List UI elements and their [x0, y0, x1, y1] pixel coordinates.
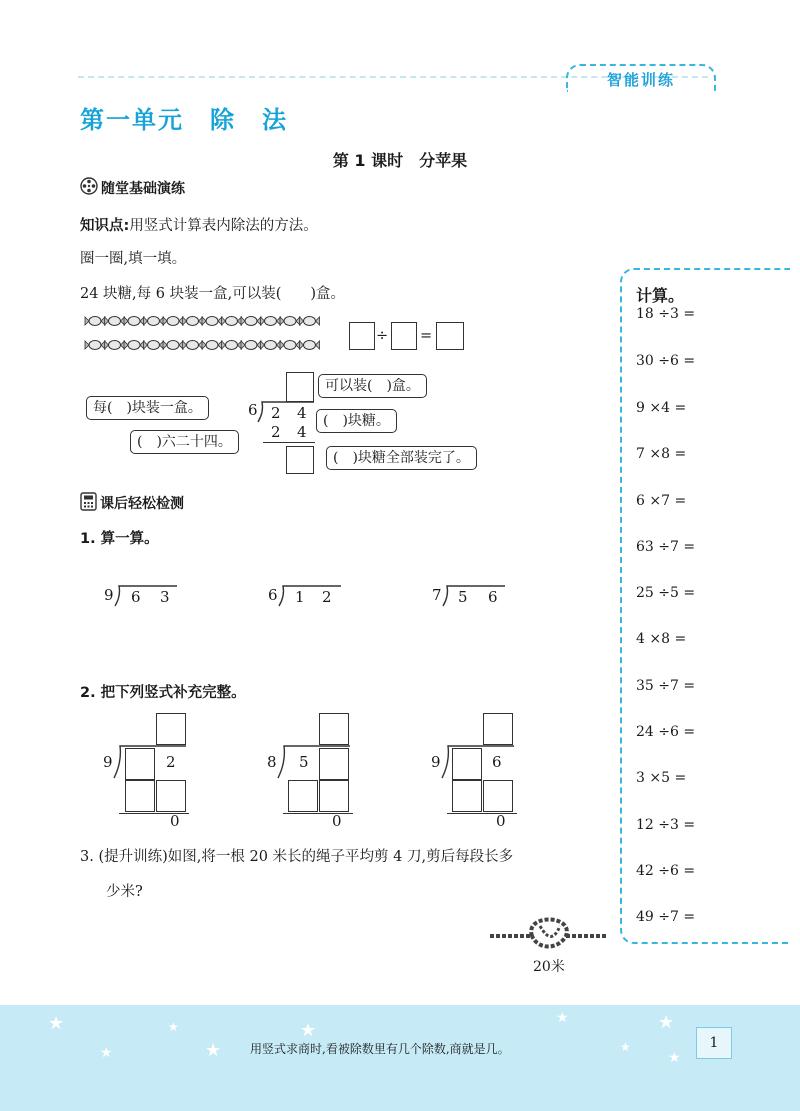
q1-dividend-1: 6	[131, 588, 141, 606]
q2-given-digit: 5	[299, 753, 309, 771]
page-number: 1	[696, 1027, 732, 1059]
q1-divisor: 9	[104, 586, 114, 604]
calc-item: 49 ÷7 =	[636, 909, 696, 925]
candy-problem: 24 块糖,每 6 块装一盒,可以装( )盒。	[80, 286, 346, 302]
q2-given-digit: 2	[166, 753, 176, 771]
instruction: 圈一圈,填一填。	[80, 251, 187, 267]
candy-icon	[222, 317, 242, 326]
practice-heading: 随堂基础演练	[101, 181, 185, 197]
star-icon: ★	[620, 1040, 631, 1054]
q2-product-box-2[interactable]	[483, 780, 513, 812]
q1-divisor: 6	[268, 586, 278, 604]
candy-illustration	[82, 312, 322, 360]
candy-icon	[183, 341, 203, 350]
knowledge-point	[80, 214, 318, 235]
star-icon: ★	[168, 1020, 179, 1034]
calc-item: 3 ×5 =	[636, 770, 687, 786]
division-bracket	[256, 400, 316, 424]
bubble-all-packed: ( )块糖全部装完了。	[326, 446, 477, 470]
candy-icon	[163, 317, 183, 326]
candy-icon	[261, 341, 281, 350]
division-bracket	[277, 584, 343, 608]
q2-label: 2. 把下列竖式补充完整。	[80, 685, 246, 701]
q2-remainder: 0	[332, 812, 342, 830]
candy-icon	[124, 341, 144, 350]
q2-remainder: 0	[170, 812, 180, 830]
sidebar-title: 计算。	[636, 286, 685, 305]
lesson-title: 第 1 课时 分苹果	[332, 151, 468, 170]
candy-icon	[183, 317, 203, 326]
q2-quotient-box[interactable]	[483, 713, 513, 745]
star-icon: ★	[658, 1012, 675, 1033]
vertical-dividend-1: 2	[271, 404, 281, 422]
candy-icon	[124, 317, 144, 326]
q2-quotient-box[interactable]	[319, 713, 349, 745]
q2-divisor: 8	[267, 753, 277, 771]
star-icon: ★	[205, 1040, 222, 1061]
calc-item: 4 ×8 =	[636, 631, 687, 647]
candy-icon	[105, 317, 125, 326]
candy-icon	[202, 341, 222, 350]
candy-icon	[300, 317, 320, 326]
dividend-box[interactable]	[349, 322, 375, 350]
candy-icon	[222, 341, 242, 350]
q2-divisor: 9	[103, 753, 113, 771]
quotient-box[interactable]	[436, 322, 464, 350]
star-icon: ★	[48, 1013, 65, 1034]
calc-item: 42 ÷6 =	[636, 863, 696, 879]
candy-icon	[85, 317, 105, 326]
star-icon: ★	[556, 1010, 569, 1026]
calc-item: 6 ×7 =	[636, 493, 687, 509]
q2-given-digit: 6	[492, 753, 502, 771]
q1-dividend-2: 3	[160, 588, 170, 606]
q2-product-box-1[interactable]	[125, 780, 155, 812]
bubble-can-hold: 可以装( )盒。	[318, 374, 427, 398]
q1-dividend-2: 6	[488, 588, 498, 606]
calc-item: 25 ÷5 =	[636, 585, 696, 601]
candy-icon	[300, 341, 320, 350]
candy-icon	[280, 317, 300, 326]
q2-line	[447, 813, 517, 814]
q2-product-box-2[interactable]	[156, 780, 186, 812]
calc-item: 63 ÷7 =	[636, 539, 696, 555]
candy-icon	[202, 317, 222, 326]
q2-product-box-1[interactable]	[452, 780, 482, 812]
candy-icon	[241, 317, 261, 326]
candy-icon	[144, 341, 164, 350]
calc-item: 7 ×8 =	[636, 446, 687, 462]
q2-quotient-box[interactable]	[156, 713, 186, 745]
q2-dividend-box[interactable]	[319, 748, 349, 780]
q2-line	[283, 813, 353, 814]
vertical-divisor: 6	[248, 401, 258, 419]
bubble-six-four: ( )六二十四。	[130, 430, 239, 454]
divisor-box[interactable]	[391, 322, 417, 350]
brand-label: 智能训练	[606, 71, 675, 89]
rope-knot-illustration	[488, 910, 610, 950]
vertical-line	[263, 442, 315, 443]
calc-item: 35 ÷7 =	[636, 678, 696, 694]
calc-item: 24 ÷6 =	[636, 724, 696, 740]
knowledge-label: 知识点:	[80, 218, 130, 234]
bubble-candies: ( )块糖。	[316, 409, 397, 433]
knowledge-text: 用竖式计算表内除法的方法。	[129, 218, 318, 234]
vertical-product-1: 2	[271, 423, 281, 441]
candy-icon	[241, 341, 261, 350]
q1-label: 1. 算一算。	[80, 531, 159, 547]
q1-dividend-1: 5	[458, 588, 468, 606]
unit-title: 第一单元 除 法	[80, 105, 288, 134]
candy-icon	[163, 341, 183, 350]
calc-item: 12 ÷3 =	[636, 817, 696, 833]
calc-item: 9 ×4 =	[636, 400, 687, 416]
star-icon: ★	[300, 1020, 317, 1041]
candy-icon	[85, 341, 105, 350]
vertical-dividend-2: 4	[297, 404, 307, 422]
calc-item: 30 ÷6 =	[636, 353, 696, 369]
q2-dividend-box[interactable]	[452, 748, 482, 780]
sidebar-panel	[620, 268, 790, 944]
q2-product-box-1[interactable]	[288, 780, 318, 812]
vertical-quotient-box[interactable]	[286, 372, 314, 402]
rope-label: 20米	[533, 959, 565, 975]
candy-icon	[280, 341, 300, 350]
film-reel-icon	[80, 177, 98, 195]
eq-sign: =	[420, 328, 433, 344]
candy-icon	[261, 317, 281, 326]
q3-line-1: 3. (提升训练)如图,将一根 20 米长的绳子平均剪 4 刀,剪后每段长多	[80, 849, 514, 865]
q1-dividend-1: 1	[295, 588, 305, 606]
q3-line-2: 少米?	[106, 884, 143, 900]
q2-remainder: 0	[496, 812, 506, 830]
bubble-per-box: 每( )块装一盒。	[86, 396, 209, 420]
candy-icon	[105, 341, 125, 350]
q1-dividend-2: 2	[322, 588, 332, 606]
calculator-icon	[80, 492, 97, 511]
test-heading: 课后轻松检测	[100, 496, 184, 512]
calc-item: 18 ÷3 =	[636, 306, 696, 322]
brand-tab	[566, 64, 716, 92]
q1-divisor: 7	[432, 586, 442, 604]
candy-icon	[144, 317, 164, 326]
star-icon: ★	[100, 1045, 113, 1061]
vertical-product-2: 4	[297, 423, 307, 441]
vertical-remainder-box[interactable]	[286, 446, 314, 474]
div-sign: ÷	[376, 328, 389, 344]
q2-dividend-box[interactable]	[125, 748, 155, 780]
q2-divisor: 9	[431, 753, 441, 771]
star-icon: ★	[668, 1050, 681, 1066]
footer-tip: 用竖式求商时,看被除数里有几个除数,商就是几。	[250, 1042, 510, 1056]
q2-product-box-2[interactable]	[319, 780, 349, 812]
